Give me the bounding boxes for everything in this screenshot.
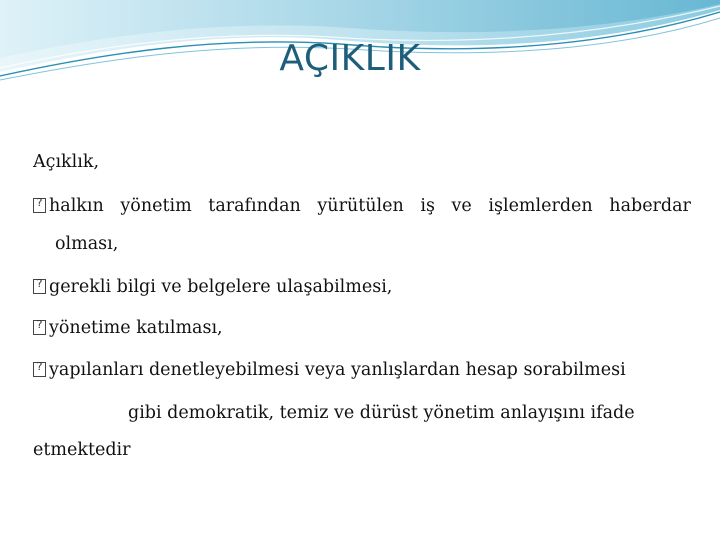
bullet-3-text: yönetime katılması, xyxy=(49,318,223,338)
bullet-2-text: gerekli bilgi ve belgelere ulaşabilmesi, xyxy=(49,277,393,297)
bullet-1-word: ve xyxy=(451,196,472,216)
bullet-1-word: yönetim xyxy=(120,196,192,216)
slide-title: AÇIKLIK xyxy=(279,38,421,79)
bullet-1-word: işlemlerden xyxy=(488,196,593,216)
bullet-placeholder-icon xyxy=(33,320,46,335)
bullet-4-text: yapılanları denetleyebilmesi veya yanlışlardan hesap sorabilmesi xyxy=(49,360,626,380)
bullet-item-3 xyxy=(33,318,223,338)
bullet-1-word: iş xyxy=(420,196,435,216)
bullet-1-word: tarafından xyxy=(208,196,301,216)
bullet-placeholder-icon xyxy=(33,279,46,294)
bullet-placeholder-icon xyxy=(33,198,46,213)
bullet-1-word: yürütülen xyxy=(317,196,404,216)
bullet-item-1 xyxy=(33,196,691,216)
bullet-1-word: halkın xyxy=(49,196,104,216)
closing-line-1: gibi demokratik, temiz ve dürüst yönetim anlayışını ifade xyxy=(128,403,635,423)
bullet-item-2 xyxy=(33,277,392,297)
bullet-1-continuation: olması, xyxy=(55,234,119,254)
bullet-placeholder-icon xyxy=(33,362,46,377)
bullet-1-word: haberdar xyxy=(609,196,691,216)
intro-text: Açıklık, xyxy=(33,152,100,172)
bullet-item-4 xyxy=(33,360,626,380)
closing-line-2: etmektedir xyxy=(33,440,131,460)
